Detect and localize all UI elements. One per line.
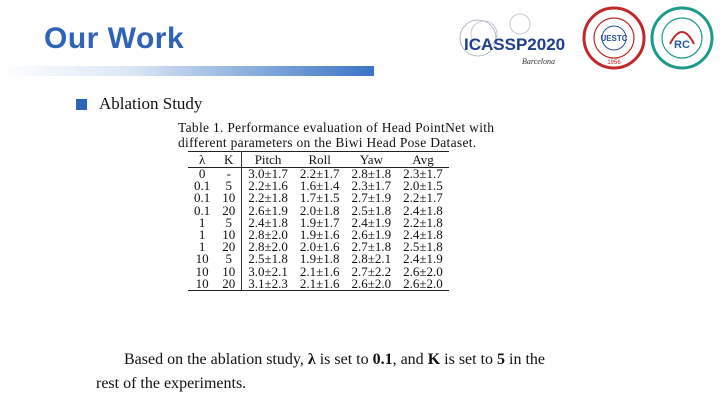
table-cell: 2.1±1.6 [294,278,346,291]
table-cell: 2.2±1.8 [403,214,443,230]
table-cell: 2.4±1.8 [403,202,443,218]
table-cell: 2.7±2.2 [351,263,392,279]
icassp-logo-subtext: Barcelona [522,57,556,66]
table-caption-line-1: Table 1. Performance evaluation of Head PointNet with [178,120,495,135]
table-cell: 5 [216,253,242,265]
table-cell: 2.2±1.7 [403,190,443,206]
table-cell: 10 [216,266,242,278]
table-cell: 2.4±1.8 [403,227,443,243]
table-cell: 2.2±1.8 [248,190,288,206]
lambda-value: 0.1 [372,351,393,368]
table-cell: 10 [216,229,242,241]
uestc-logo [582,6,646,70]
conclusion-text-5: in the [505,351,546,368]
table-cell: 2.5±1.8 [351,202,392,218]
title-underline-bar [0,66,374,76]
table-cell: 0.1 [194,178,211,194]
k-symbol: K [427,351,441,368]
header-pitch: Pitch [242,152,294,168]
table-cell: 3.1±2.3 [242,278,294,291]
table-cell: 5 [216,180,242,192]
rc-logo-text: RC [674,39,690,51]
table-cell: 1.6±1.4 [299,178,340,194]
header-yaw: Yaw [346,152,398,168]
logo-strip [450,4,715,70]
header-roll: Roll [294,152,346,168]
table-cell: 2.6±1.9 [351,227,392,243]
table-cell: 10 [188,278,216,291]
slide-title: Our Work [44,22,185,55]
conclusion-text-4: is set to [440,351,498,368]
table-cell: 2.1±1.6 [299,263,340,279]
conclusion-text-line-2: rest of the experiments. [96,375,247,392]
ablation-table [188,151,449,291]
table-cell: 20 [216,278,242,291]
table-cell: 10 [216,192,242,204]
table-cell: 0.1 [194,202,211,218]
conclusion-text-1: Based on the ablation study, [124,351,308,368]
table-cell: 20 [216,241,242,253]
table-cell: 2.3±1.7 [351,178,392,194]
table-cell: 2.7±1.8 [351,239,392,255]
table-cell: 3.0±2.1 [248,263,288,279]
header-lambda: λ [188,152,216,168]
table-cell: 2.5±1.8 [403,239,443,255]
table-cell: 10 [195,251,209,267]
rc-inner-ring [662,18,702,58]
icassp-swirl-3 [510,14,530,34]
table-cell: 2.3±1.7 [403,166,443,181]
table-cell: 5 [216,217,242,229]
uestc-logo-text: UESTC [600,34,628,43]
table-cell: 3.0±1.7 [248,166,288,181]
header-k: K [216,152,242,168]
table-cell: 1 [198,227,206,243]
table-cell: 2.0±1.5 [403,178,443,194]
table-cell: 1.9±1.8 [299,251,340,267]
table-cell: 1.9±1.7 [299,214,340,230]
table-cell: 10 [195,263,209,279]
table-cell: 2.8±2.0 [248,227,288,243]
conclusion-text-2: is set to [315,351,373,368]
icassp-logo-text: ICASSP2020 [464,35,566,54]
bullet-text: Ablation Study [99,94,203,113]
icassp-logo [456,12,576,68]
table-caption-line-2: different parameters on the Biwi Head Pose Dataset. [178,135,477,150]
table-cell: 1.9±1.6 [299,227,340,243]
table-cell: 1 [198,239,206,255]
table-cell: 2.8±1.8 [351,166,392,181]
header-avg: Avg [397,152,449,168]
table-row [188,278,449,291]
conclusion-text-3: , and [392,351,428,368]
conclusion-paragraph [96,348,656,396]
table-cell: - [216,168,242,181]
table-body [188,168,449,291]
bullet-ablation-study [76,94,202,114]
table-cell: 2.6±1.9 [248,202,288,218]
rc-lab-logo [650,6,714,70]
k-value: 5 [497,351,506,368]
table-cell: 2.2±1.6 [248,178,288,194]
ablation-table-figure [172,120,524,330]
table-cell: 2.4±1.9 [403,251,443,267]
table-cell: 2.0±1.8 [299,202,340,218]
table-cell: 2.6±2.0 [397,278,449,291]
table-cell: 2.7±1.9 [351,190,392,206]
square-bullet-icon [76,99,87,110]
lambda-symbol: λ [307,351,316,368]
table-cell: 0.1 [194,190,211,206]
table-cell: 2.4±1.8 [248,214,288,230]
table-cell: 2.2±1.7 [299,166,340,181]
table-cell: 1.7±1.5 [299,190,340,206]
table-cell: 2.6±2.0 [403,263,443,279]
table-cell: 2.5±1.8 [248,251,288,267]
table-cell: 1 [198,214,206,230]
table-cell: 20 [216,205,242,217]
table-cell: 2.8±2.0 [248,239,288,255]
uestc-logo-year: 1956 [607,60,621,66]
table-cell: 2.8±2.1 [351,251,392,267]
table-cell: 2.0±1.6 [299,239,340,255]
table-cell: 2.6±2.0 [346,278,398,291]
table-cell: 0 [198,166,206,181]
table-cell: 2.4±1.9 [351,214,392,230]
